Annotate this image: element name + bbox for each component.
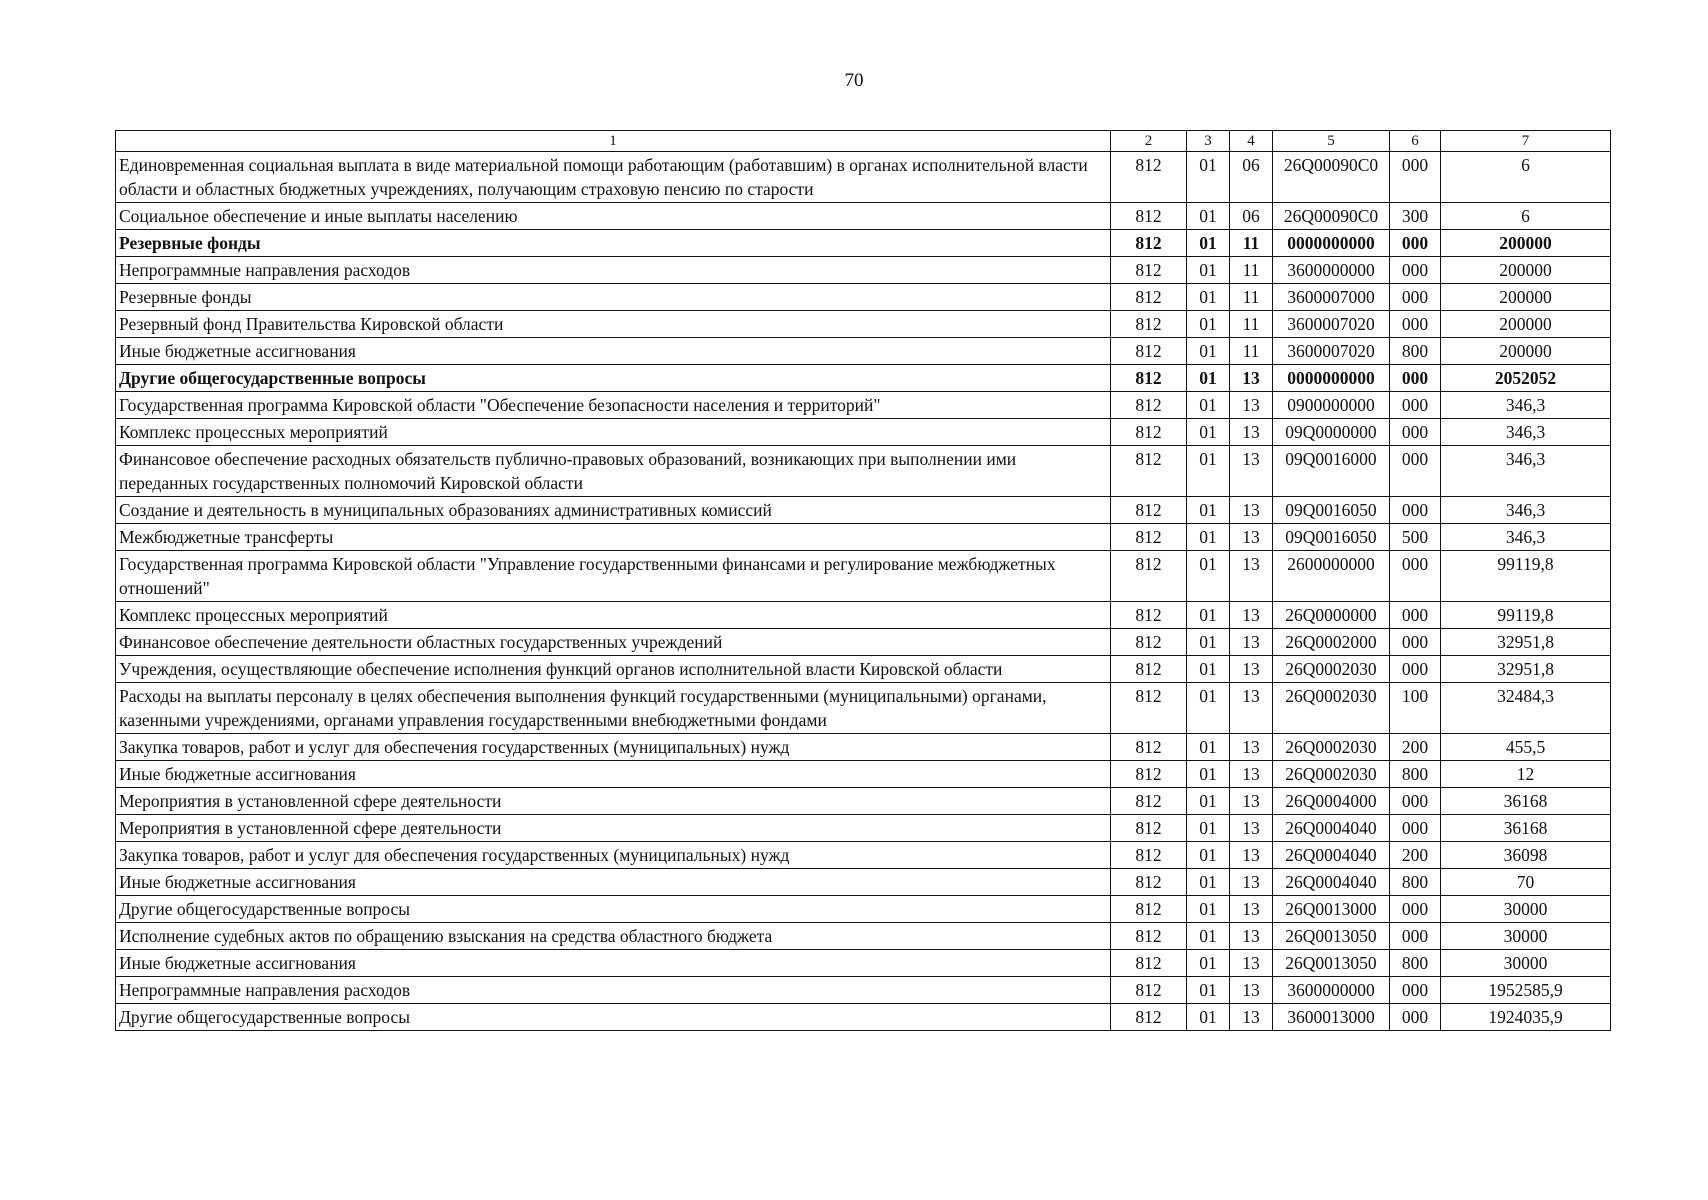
expense-name-cell: Резервные фонды	[116, 284, 1111, 311]
section-code-cell: 01	[1187, 602, 1230, 629]
section-code-cell: 01	[1187, 977, 1230, 1004]
target-article-cell: 3600000000	[1273, 977, 1390, 1004]
expense-name-cell: Иные бюджетные ассигнования	[116, 761, 1111, 788]
amount-cell: 346,3	[1441, 497, 1611, 524]
expense-name-cell: Закупка товаров, работ и услуг для обеспечения государственных (муниципальных) нужд	[116, 842, 1111, 869]
expense-type-cell: 100	[1390, 683, 1441, 734]
amount-cell: 6	[1441, 152, 1611, 203]
target-article-cell: 3600007000	[1273, 284, 1390, 311]
subsection-code-cell: 13	[1230, 1004, 1273, 1031]
subsection-code-cell: 13	[1230, 950, 1273, 977]
amount-cell: 32951,8	[1441, 656, 1611, 683]
table-row	[116, 338, 1611, 365]
table-row	[116, 842, 1611, 869]
subsection-code-cell: 13	[1230, 419, 1273, 446]
subsection-code-cell: 11	[1230, 338, 1273, 365]
amount-cell: 32484,3	[1441, 683, 1611, 734]
expense-type-cell: 000	[1390, 1004, 1441, 1031]
expense-name-cell: Комплекс процессных мероприятий	[116, 419, 1111, 446]
subsection-code-cell: 11	[1230, 230, 1273, 257]
expense-name-cell: Единовременная социальная выплата в виде материальной помощи работающим (работавшим) в органах исполнительной власти области и областных бюджетных учреждениях, получающим страховую пенсию по старости	[116, 152, 1111, 203]
expense-name-cell: Создание и деятельность в муниципальных образованиях административных комиссий	[116, 497, 1111, 524]
section-code-cell: 01	[1187, 842, 1230, 869]
section-code-cell: 01	[1187, 338, 1230, 365]
amount-cell: 36168	[1441, 788, 1611, 815]
expense-name-cell: Непрограммные направления расходов	[116, 977, 1111, 1004]
ministry-code-cell: 812	[1111, 734, 1187, 761]
expense-name-cell: Расходы на выплаты персоналу в целях обеспечения выполнения функций государственными (муниципальными) органами, казенными учреждениями, органами управления государственными внебюджетными фондами	[116, 683, 1111, 734]
expense-type-cell: 200	[1390, 734, 1441, 761]
amount-cell: 99119,8	[1441, 551, 1611, 602]
expense-name-cell: Социальное обеспечение и иные выплаты населению	[116, 203, 1111, 230]
expense-name-cell: Исполнение судебных актов по обращению взыскания на средства областного бюджета	[116, 923, 1111, 950]
page-number: 70	[844, 70, 864, 91]
expense-type-cell: 000	[1390, 602, 1441, 629]
target-article-cell: 26Q0004040	[1273, 842, 1390, 869]
amount-cell: 36168	[1441, 815, 1611, 842]
ministry-code-cell: 812	[1111, 338, 1187, 365]
subsection-code-cell: 13	[1230, 869, 1273, 896]
table-row	[116, 524, 1611, 551]
table-row	[116, 977, 1611, 1004]
expense-name-cell: Непрограммные направления расходов	[116, 257, 1111, 284]
subsection-code-cell: 13	[1230, 923, 1273, 950]
expense-name-cell: Мероприятия в установленной сфере деятельности	[116, 815, 1111, 842]
ministry-code-cell: 812	[1111, 683, 1187, 734]
header-cell: 3	[1187, 131, 1230, 152]
subsection-code-cell: 13	[1230, 815, 1273, 842]
ministry-code-cell: 812	[1111, 788, 1187, 815]
section-code-cell: 01	[1187, 365, 1230, 392]
expense-type-cell: 800	[1390, 950, 1441, 977]
amount-cell: 36098	[1441, 842, 1611, 869]
expense-type-cell: 000	[1390, 392, 1441, 419]
amount-cell: 200000	[1441, 311, 1611, 338]
target-article-cell: 26Q0002030	[1273, 656, 1390, 683]
expense-type-cell: 000	[1390, 311, 1441, 338]
target-article-cell: 26Q0004040	[1273, 815, 1390, 842]
header-cell: 1	[116, 131, 1111, 152]
amount-cell: 346,3	[1441, 524, 1611, 551]
expense-type-cell: 000	[1390, 896, 1441, 923]
expense-type-cell: 000	[1390, 365, 1441, 392]
expense-type-cell: 000	[1390, 152, 1441, 203]
ministry-code-cell: 812	[1111, 923, 1187, 950]
ministry-code-cell: 812	[1111, 656, 1187, 683]
expense-name-cell: Учреждения, осуществляющие обеспечение исполнения функций органов исполнительной власти Кировской области	[116, 656, 1111, 683]
subsection-code-cell: 06	[1230, 152, 1273, 203]
ministry-code-cell: 812	[1111, 203, 1187, 230]
table-row	[116, 602, 1611, 629]
target-article-cell: 09Q0016050	[1273, 497, 1390, 524]
table-row	[116, 284, 1611, 311]
expense-type-cell: 000	[1390, 284, 1441, 311]
table-row	[116, 257, 1611, 284]
expense-type-cell: 000	[1390, 656, 1441, 683]
target-article-cell: 26Q0002030	[1273, 683, 1390, 734]
target-article-cell: 09Q0016050	[1273, 524, 1390, 551]
ministry-code-cell: 812	[1111, 524, 1187, 551]
expense-name-cell: Мероприятия в установленной сфере деятельности	[116, 788, 1111, 815]
section-code-cell: 01	[1187, 497, 1230, 524]
amount-cell: 99119,8	[1441, 602, 1611, 629]
expense-name-cell: Другие общегосударственные вопросы	[116, 1004, 1111, 1031]
expense-name-cell: Другие общегосударственные вопросы	[116, 365, 1111, 392]
subsection-code-cell: 13	[1230, 977, 1273, 1004]
section-code-cell: 01	[1187, 761, 1230, 788]
amount-cell: 12	[1441, 761, 1611, 788]
table-row	[116, 683, 1611, 734]
target-article-cell: 0000000000	[1273, 365, 1390, 392]
subsection-code-cell: 13	[1230, 551, 1273, 602]
expense-name-cell: Резервный фонд Правительства Кировской области	[116, 311, 1111, 338]
table-row	[116, 152, 1611, 203]
table-row	[116, 629, 1611, 656]
subsection-code-cell: 11	[1230, 257, 1273, 284]
ministry-code-cell: 812	[1111, 602, 1187, 629]
header-cell: 4	[1230, 131, 1273, 152]
subsection-code-cell: 13	[1230, 446, 1273, 497]
amount-cell: 30000	[1441, 923, 1611, 950]
header-cell: 2	[1111, 131, 1187, 152]
ministry-code-cell: 812	[1111, 311, 1187, 338]
target-article-cell: 0000000000	[1273, 230, 1390, 257]
subsection-code-cell: 13	[1230, 842, 1273, 869]
target-article-cell: 26Q00090C0	[1273, 203, 1390, 230]
expense-name-cell: Резервные фонды	[116, 230, 1111, 257]
amount-cell: 346,3	[1441, 419, 1611, 446]
subsection-code-cell: 13	[1230, 602, 1273, 629]
ministry-code-cell: 812	[1111, 392, 1187, 419]
amount-cell: 200000	[1441, 230, 1611, 257]
section-code-cell: 01	[1187, 311, 1230, 338]
header-cell: 6	[1390, 131, 1441, 152]
ministry-code-cell: 812	[1111, 815, 1187, 842]
expense-type-cell: 000	[1390, 977, 1441, 1004]
expense-name-cell: Финансовое обеспечение деятельности областных государственных учреждений	[116, 629, 1111, 656]
target-article-cell: 26Q0013050	[1273, 950, 1390, 977]
table-row	[116, 734, 1611, 761]
table-row	[116, 896, 1611, 923]
table-row	[116, 815, 1611, 842]
expense-type-cell: 000	[1390, 497, 1441, 524]
expense-name-cell: Межбюджетные трансферты	[116, 524, 1111, 551]
section-code-cell: 01	[1187, 815, 1230, 842]
expense-type-cell: 000	[1390, 257, 1441, 284]
budget-table	[115, 130, 1611, 1031]
expense-type-cell: 200	[1390, 842, 1441, 869]
table-row	[116, 311, 1611, 338]
target-article-cell: 09Q0000000	[1273, 419, 1390, 446]
section-code-cell: 01	[1187, 392, 1230, 419]
expense-type-cell: 000	[1390, 230, 1441, 257]
target-article-cell: 26Q0004040	[1273, 869, 1390, 896]
amount-cell: 346,3	[1441, 446, 1611, 497]
expense-type-cell: 000	[1390, 551, 1441, 602]
expense-type-cell: 500	[1390, 524, 1441, 551]
subsection-code-cell: 13	[1230, 788, 1273, 815]
subsection-code-cell: 13	[1230, 734, 1273, 761]
ministry-code-cell: 812	[1111, 629, 1187, 656]
ministry-code-cell: 812	[1111, 230, 1187, 257]
section-code-cell: 01	[1187, 683, 1230, 734]
ministry-code-cell: 812	[1111, 761, 1187, 788]
header-row	[116, 131, 1611, 152]
subsection-code-cell: 11	[1230, 284, 1273, 311]
expense-type-cell: 000	[1390, 419, 1441, 446]
table-row	[116, 419, 1611, 446]
ministry-code-cell: 812	[1111, 152, 1187, 203]
expense-name-cell: Государственная программа Кировской области "Управление государственными финансами и регулирование межбюджетных отношений"	[116, 551, 1111, 602]
section-code-cell: 01	[1187, 203, 1230, 230]
table-row	[116, 446, 1611, 497]
section-code-cell: 01	[1187, 734, 1230, 761]
expense-name-cell: Иные бюджетные ассигнования	[116, 950, 1111, 977]
subsection-code-cell: 06	[1230, 203, 1273, 230]
table-row	[116, 497, 1611, 524]
target-article-cell: 26Q0002030	[1273, 734, 1390, 761]
expense-type-cell: 000	[1390, 788, 1441, 815]
expense-type-cell: 300	[1390, 203, 1441, 230]
section-code-cell: 01	[1187, 923, 1230, 950]
subsection-code-cell: 13	[1230, 524, 1273, 551]
section-code-cell: 01	[1187, 950, 1230, 977]
ministry-code-cell: 812	[1111, 419, 1187, 446]
target-article-cell: 26Q0002000	[1273, 629, 1390, 656]
ministry-code-cell: 812	[1111, 869, 1187, 896]
subsection-code-cell: 13	[1230, 683, 1273, 734]
expense-type-cell: 800	[1390, 761, 1441, 788]
amount-cell: 70	[1441, 869, 1611, 896]
expense-type-cell: 000	[1390, 446, 1441, 497]
table-row	[116, 230, 1611, 257]
amount-cell: 32951,8	[1441, 629, 1611, 656]
expense-type-cell: 800	[1390, 338, 1441, 365]
section-code-cell: 01	[1187, 419, 1230, 446]
ministry-code-cell: 812	[1111, 551, 1187, 602]
amount-cell: 200000	[1441, 284, 1611, 311]
ministry-code-cell: 812	[1111, 977, 1187, 1004]
amount-cell: 6	[1441, 203, 1611, 230]
subsection-code-cell: 13	[1230, 896, 1273, 923]
section-code-cell: 01	[1187, 1004, 1230, 1031]
section-code-cell: 01	[1187, 656, 1230, 683]
section-code-cell: 01	[1187, 284, 1230, 311]
table-row	[116, 656, 1611, 683]
ministry-code-cell: 812	[1111, 446, 1187, 497]
target-article-cell: 26Q0013050	[1273, 923, 1390, 950]
subsection-code-cell: 13	[1230, 392, 1273, 419]
target-article-cell: 3600000000	[1273, 257, 1390, 284]
target-article-cell: 26Q0000000	[1273, 602, 1390, 629]
ministry-code-cell: 812	[1111, 1004, 1187, 1031]
table-row	[116, 392, 1611, 419]
table-row	[116, 950, 1611, 977]
section-code-cell: 01	[1187, 152, 1230, 203]
table-row	[116, 788, 1611, 815]
subsection-code-cell: 13	[1230, 365, 1273, 392]
amount-cell: 30000	[1441, 896, 1611, 923]
expense-name-cell: Государственная программа Кировской области "Обеспечение безопасности населения и территорий"	[116, 392, 1111, 419]
table-body	[116, 152, 1611, 1031]
expense-name-cell: Финансовое обеспечение расходных обязательств публично-правовых образований, возникающих при выполнении ими переданных государственных полномочий Кировской области	[116, 446, 1111, 497]
amount-cell: 455,5	[1441, 734, 1611, 761]
subsection-code-cell: 11	[1230, 311, 1273, 338]
target-article-cell: 0900000000	[1273, 392, 1390, 419]
table-row	[116, 761, 1611, 788]
target-article-cell: 3600007020	[1273, 311, 1390, 338]
ministry-code-cell: 812	[1111, 257, 1187, 284]
section-code-cell: 01	[1187, 257, 1230, 284]
table-row	[116, 365, 1611, 392]
header-cell: 5	[1273, 131, 1390, 152]
expense-type-cell: 000	[1390, 629, 1441, 656]
table-row	[116, 551, 1611, 602]
section-code-cell: 01	[1187, 446, 1230, 497]
target-article-cell: 26Q0002030	[1273, 761, 1390, 788]
amount-cell: 1924035,9	[1441, 1004, 1611, 1031]
section-code-cell: 01	[1187, 896, 1230, 923]
expense-name-cell: Закупка товаров, работ и услуг для обеспечения государственных (муниципальных) нужд	[116, 734, 1111, 761]
expense-name-cell: Другие общегосударственные вопросы	[116, 896, 1111, 923]
expense-name-cell: Иные бюджетные ассигнования	[116, 338, 1111, 365]
header-cell: 7	[1441, 131, 1611, 152]
section-code-cell: 01	[1187, 869, 1230, 896]
expense-type-cell: 000	[1390, 815, 1441, 842]
ministry-code-cell: 812	[1111, 497, 1187, 524]
subsection-code-cell: 13	[1230, 629, 1273, 656]
table-row	[116, 923, 1611, 950]
amount-cell: 2052052	[1441, 365, 1611, 392]
target-article-cell: 2600000000	[1273, 551, 1390, 602]
expense-name-cell: Комплекс процессных мероприятий	[116, 602, 1111, 629]
target-article-cell: 3600013000	[1273, 1004, 1390, 1031]
ministry-code-cell: 812	[1111, 365, 1187, 392]
amount-cell: 30000	[1441, 950, 1611, 977]
section-code-cell: 01	[1187, 230, 1230, 257]
table-row	[116, 869, 1611, 896]
target-article-cell: 09Q0016000	[1273, 446, 1390, 497]
subsection-code-cell: 13	[1230, 497, 1273, 524]
amount-cell: 200000	[1441, 338, 1611, 365]
target-article-cell: 26Q00090C0	[1273, 152, 1390, 203]
ministry-code-cell: 812	[1111, 842, 1187, 869]
section-code-cell: 01	[1187, 524, 1230, 551]
table-row	[116, 1004, 1611, 1031]
expense-type-cell: 800	[1390, 869, 1441, 896]
section-code-cell: 01	[1187, 629, 1230, 656]
subsection-code-cell: 13	[1230, 656, 1273, 683]
section-code-cell: 01	[1187, 788, 1230, 815]
target-article-cell: 26Q0004000	[1273, 788, 1390, 815]
subsection-code-cell: 13	[1230, 761, 1273, 788]
target-article-cell: 26Q0013000	[1273, 896, 1390, 923]
ministry-code-cell: 812	[1111, 284, 1187, 311]
target-article-cell: 3600007020	[1273, 338, 1390, 365]
table-row	[116, 203, 1611, 230]
amount-cell: 346,3	[1441, 392, 1611, 419]
amount-cell: 1952585,9	[1441, 977, 1611, 1004]
ministry-code-cell: 812	[1111, 950, 1187, 977]
expense-type-cell: 000	[1390, 923, 1441, 950]
expense-name-cell: Иные бюджетные ассигнования	[116, 869, 1111, 896]
ministry-code-cell: 812	[1111, 896, 1187, 923]
amount-cell: 200000	[1441, 257, 1611, 284]
section-code-cell: 01	[1187, 551, 1230, 602]
